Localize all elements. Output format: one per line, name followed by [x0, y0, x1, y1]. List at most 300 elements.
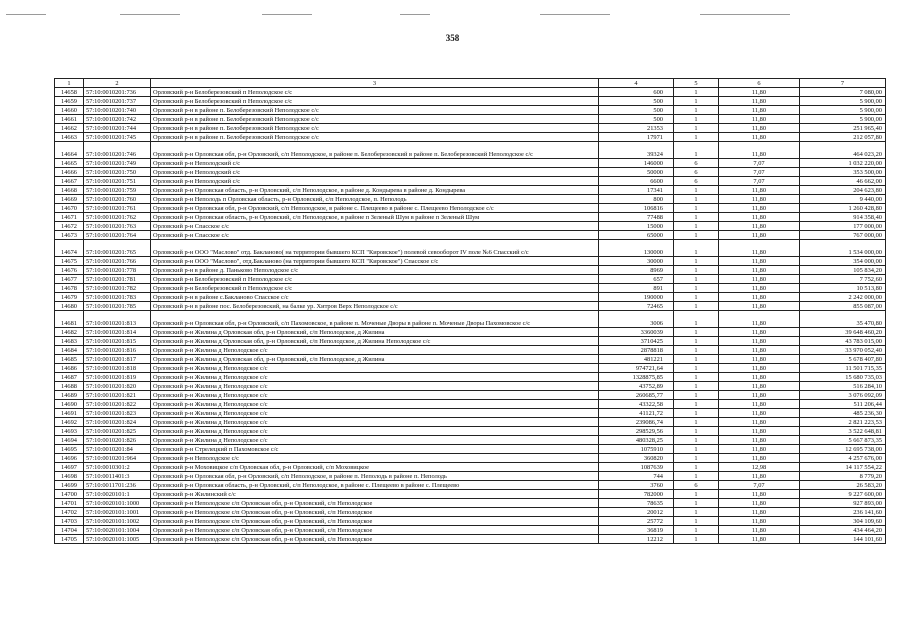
area-cell: 41121,72	[599, 409, 674, 418]
category-cell: 1	[674, 311, 719, 328]
category-cell: 1	[674, 115, 719, 124]
row-number-cell: 14680	[55, 302, 84, 311]
area-cell: 744	[599, 472, 674, 481]
value-cell: 927 893,00	[800, 499, 886, 508]
rate-cell: 11,80	[719, 124, 800, 133]
table-row	[55, 142, 886, 159]
row-number-cell: 14678	[55, 284, 84, 293]
value-cell: 35 470,80	[800, 311, 886, 328]
cadastral-number-cell: 57:10:0010201:746	[84, 142, 151, 159]
value-cell: 9 440,00	[800, 195, 886, 204]
table-row	[55, 213, 886, 222]
rate-cell: 11,80	[719, 195, 800, 204]
scan-mark	[262, 14, 312, 15]
cadastral-number-cell: 57:10:0010201:759	[84, 186, 151, 195]
value-cell: 464 023,20	[800, 142, 886, 159]
area-cell: 360820	[599, 454, 674, 463]
location-cell: Орловский р-н Неполодское с/п Орловская обл, р-н Орловский, с/п Неполодское	[151, 517, 599, 526]
category-cell: 1	[674, 535, 719, 544]
location-cell: Орловский р-н Жилина д Орловская обл, р-н Орловский, с/п Неполодское, д Жилина	[151, 355, 599, 364]
row-number-cell: 14685	[55, 355, 84, 364]
location-cell: Орловский р-н Жилина д Неполодское с/с	[151, 382, 599, 391]
table-row	[55, 275, 886, 284]
cadastral-number-cell: 57:10:0020101:1005	[84, 535, 151, 544]
row-number-cell: 14663	[55, 133, 84, 142]
location-cell: Орловский р-н Неполодь п Орловская область, р-н Орловский, с/п Неполодское, п. Неполодь	[151, 195, 599, 204]
cadastral-number-cell: 57:10:0010201:818	[84, 364, 151, 373]
row-number-cell: 14690	[55, 400, 84, 409]
category-cell: 1	[674, 355, 719, 364]
row-number-cell: 14686	[55, 364, 84, 373]
rate-cell: 11,80	[719, 257, 800, 266]
value-cell: 5 900,00	[800, 97, 886, 106]
location-cell: Орловский р-н ООО "Маслово", отд.Бакланово (на территории бывшего КСП "Кировское") Спасское с/с	[151, 257, 599, 266]
row-number-cell: 14669	[55, 195, 84, 204]
cadastral-number-cell: 57:10:0010201:815	[84, 337, 151, 346]
row-number-cell: 14658	[55, 88, 84, 97]
value-cell: 2 821 223,53	[800, 418, 886, 427]
cadastral-number-cell: 57:10:0010201:813	[84, 311, 151, 328]
cadastral-number-cell: 57:10:0010201:783	[84, 293, 151, 302]
rate-cell: 11,80	[719, 346, 800, 355]
table-row	[55, 257, 886, 266]
cadastral-number-cell: 57:10:0010201:742	[84, 115, 151, 124]
table-row	[55, 427, 886, 436]
area-cell: 50000	[599, 168, 674, 177]
cadastral-number-cell: 57:10:0010201:763	[84, 222, 151, 231]
area-cell: 782000	[599, 490, 674, 499]
row-number-cell: 14693	[55, 427, 84, 436]
table-row	[55, 373, 886, 382]
area-cell: 106816	[599, 204, 674, 213]
location-cell: Орловский р-н Моховицкое с/п Орловская обл, р-н Орловский, с/п Моховицкое	[151, 463, 599, 472]
rate-cell: 11,80	[719, 337, 800, 346]
area-cell: 21353	[599, 124, 674, 133]
cadastral-number-cell: 57:10:0020101:1000	[84, 499, 151, 508]
column-header: 1	[55, 79, 84, 88]
row-number-cell: 14672	[55, 222, 84, 231]
row-number-cell: 14671	[55, 213, 84, 222]
location-cell: Орловский р-н в районе п. Белоберезовский Неполодское с/с	[151, 133, 599, 142]
area-cell: 3760	[599, 481, 674, 490]
value-cell: 5 678 407,80	[800, 355, 886, 364]
category-cell: 1	[674, 204, 719, 213]
category-cell: 1	[674, 240, 719, 257]
cadastral-number-cell: 57:10:0010201:816	[84, 346, 151, 355]
location-cell: Орловский р-н Белоберезовский п Неполодское с/с	[151, 284, 599, 293]
category-cell: 1	[674, 186, 719, 195]
location-cell: Орловский р-н Неполодский с/с	[151, 168, 599, 177]
header-row	[55, 79, 886, 88]
category-cell: 6	[674, 177, 719, 186]
value-cell: 204 623,80	[800, 186, 886, 195]
category-cell: 1	[674, 454, 719, 463]
location-cell: Орловский р-н Орловская обл, р-н Орловский, с/п Неполодское, в районе п. Неполодь в районе п. Неполодь	[151, 472, 599, 481]
rate-cell: 11,80	[719, 427, 800, 436]
row-number-cell: 14666	[55, 168, 84, 177]
area-cell: 17341	[599, 186, 674, 195]
location-cell: Орловский р-н Жилина д Неполодское с/с	[151, 373, 599, 382]
value-cell: 5 667 873,35	[800, 436, 886, 445]
cadastral-number-cell: 57:10:0020101:1002	[84, 517, 151, 526]
value-cell: 2 242 000,00	[800, 293, 886, 302]
table-row	[55, 302, 886, 311]
row-number-cell: 14698	[55, 472, 84, 481]
category-cell: 1	[674, 88, 719, 97]
rate-cell: 12,98	[719, 463, 800, 472]
area-cell: 146000	[599, 159, 674, 168]
area-cell: 1087639	[599, 463, 674, 472]
row-number-cell: 14676	[55, 266, 84, 275]
scan-mark	[700, 14, 790, 15]
row-number-cell: 14665	[55, 159, 84, 168]
table-row	[55, 463, 886, 472]
area-cell: 8969	[599, 266, 674, 275]
value-cell: 485 236,30	[800, 409, 886, 418]
area-cell: 891	[599, 284, 674, 293]
area-cell: 239086,74	[599, 418, 674, 427]
table-row	[55, 499, 886, 508]
location-cell: Орловский р-н в районе п. Белоберезовский Неполодское с/с	[151, 106, 599, 115]
location-cell: Орловский р-н Белоберезовский п Неполодское с/с	[151, 97, 599, 106]
cadastral-number-cell: 57:10:0010201:819	[84, 373, 151, 382]
row-number-cell: 14703	[55, 517, 84, 526]
row-number-cell: 14702	[55, 508, 84, 517]
category-cell: 1	[674, 517, 719, 526]
cadastral-number-cell: 57:10:0020101:1001	[84, 508, 151, 517]
value-cell: 1 032 220,00	[800, 159, 886, 168]
rate-cell: 11,80	[719, 204, 800, 213]
location-cell: Орловский р-н Жилинский с/с	[151, 490, 599, 499]
value-cell: 5 900,00	[800, 106, 886, 115]
value-cell: 511 206,44	[800, 400, 886, 409]
cadastral-number-cell: 57:10:0010201:737	[84, 97, 151, 106]
table-row	[55, 204, 886, 213]
table-row	[55, 177, 886, 186]
cadastral-number-cell: 57:10:0010201:825	[84, 427, 151, 436]
rate-cell: 7,07	[719, 481, 800, 490]
rate-cell: 11,80	[719, 400, 800, 409]
value-cell: 251 965,40	[800, 124, 886, 133]
area-cell: 3360039	[599, 328, 674, 337]
cadastral-number-cell: 57:10:0010201:740	[84, 106, 151, 115]
location-cell: Орловский р-н Неполодский с/с	[151, 177, 599, 186]
table-row	[55, 364, 886, 373]
row-number-cell: 14683	[55, 337, 84, 346]
value-cell: 5 900,00	[800, 115, 886, 124]
location-cell: Орловский р-н Орловская обл, р-н Орловский, с/п Неполодское, в районе п. Белоберезовский в районе п. Белоберезовский Неполодское с/с	[151, 142, 599, 159]
row-number-cell: 14664	[55, 142, 84, 159]
cadastral-number-cell: 57:10:0010201:744	[84, 124, 151, 133]
rate-cell: 7,07	[719, 159, 800, 168]
value-cell: 3 076 092,09	[800, 391, 886, 400]
location-cell: Орловский р-н Белоберезовский п Неполодское с/с	[151, 88, 599, 97]
area-cell: 480328,25	[599, 436, 674, 445]
location-cell: Орловский р-н Неполодский с/с	[151, 159, 599, 168]
category-cell: 1	[674, 124, 719, 133]
location-cell: Орловский р-н в районе пос. Белоберезовский, на балке ур. Хитров Верх Неполодское с/с	[151, 302, 599, 311]
column-header: 4	[599, 79, 674, 88]
location-cell: Орловский р-н Неполодское с/п Орловская обл, р-н Орловский, с/п Неполодское	[151, 499, 599, 508]
category-cell: 1	[674, 409, 719, 418]
area-cell: 36819	[599, 526, 674, 535]
value-cell: 7 080,00	[800, 88, 886, 97]
category-cell: 1	[674, 346, 719, 355]
table-row	[55, 168, 886, 177]
rate-cell: 11,80	[719, 231, 800, 240]
cadastral-number-cell: 57:10:0010201:762	[84, 213, 151, 222]
rate-cell: 11,80	[719, 311, 800, 328]
scan-mark	[6, 14, 46, 15]
table-row	[55, 159, 886, 168]
table-row	[55, 133, 886, 142]
value-cell: 11 501 715,35	[800, 364, 886, 373]
cadastral-number-cell: 57:10:0010201:760	[84, 195, 151, 204]
column-header: 2	[84, 79, 151, 88]
rate-cell: 11,80	[719, 302, 800, 311]
row-number-cell: 14688	[55, 382, 84, 391]
location-cell: Орловский р-н в районе п. Белоберезовский Неполодское с/с	[151, 124, 599, 133]
rate-cell: 11,80	[719, 106, 800, 115]
area-cell: 43752,89	[599, 382, 674, 391]
value-cell: 434 464,20	[800, 526, 886, 535]
row-number-cell: 14682	[55, 328, 84, 337]
page-number: 358	[445, 33, 460, 43]
table-row	[55, 293, 886, 302]
cadastral-number-cell: 57:10:0020101:1	[84, 490, 151, 499]
location-cell: Орловский р-н Орловская обл, р-н Орловский, с/п Неполодское, в районе с. Плещеево в районе с. Плещеево Неполодское с/с	[151, 204, 599, 213]
area-cell: 43322,58	[599, 400, 674, 409]
row-number-cell: 14700	[55, 490, 84, 499]
category-cell: 1	[674, 382, 719, 391]
row-number-cell: 14701	[55, 499, 84, 508]
rate-cell: 11,80	[719, 328, 800, 337]
area-cell: 500	[599, 106, 674, 115]
cadastral-number-cell: 57:10:0010201:823	[84, 409, 151, 418]
cadastral-table	[54, 78, 886, 544]
cadastral-number-cell: 57:10:0010201:778	[84, 266, 151, 275]
table-row	[55, 88, 886, 97]
row-number-cell: 14695	[55, 445, 84, 454]
area-cell: 481221	[599, 355, 674, 364]
row-number-cell: 14704	[55, 526, 84, 535]
row-number-cell: 14675	[55, 257, 84, 266]
area-cell: 3710425	[599, 337, 674, 346]
row-number-cell: 14668	[55, 186, 84, 195]
value-cell: 855 087,00	[800, 302, 886, 311]
category-cell: 1	[674, 400, 719, 409]
cadastral-number-cell: 57:10:0010201:84	[84, 445, 151, 454]
category-cell: 1	[674, 231, 719, 240]
table-row	[55, 481, 886, 490]
rate-cell: 11,80	[719, 526, 800, 535]
category-cell: 6	[674, 159, 719, 168]
table-row	[55, 231, 886, 240]
rate-cell: 11,80	[719, 240, 800, 257]
category-cell: 1	[674, 508, 719, 517]
category-cell: 1	[674, 266, 719, 275]
rate-cell: 11,80	[719, 508, 800, 517]
location-cell: Орловский р-н в районе д. Паньково Неполодское с/с	[151, 266, 599, 275]
location-cell: Орловский р-н в районе п. Белоберезовский Неполодское с/с	[151, 115, 599, 124]
location-cell: Орловский р-н Орловская область, р-н Орловский, с/п Неполодское, в районе д. Кондырева в районе д. Кондырева	[151, 186, 599, 195]
value-cell: 105 834,20	[800, 266, 886, 275]
cadastral-number-cell: 57:10:0010201:826	[84, 436, 151, 445]
row-number-cell: 14662	[55, 124, 84, 133]
table-row	[55, 535, 886, 544]
table-row	[55, 436, 886, 445]
area-cell: 25772	[599, 517, 674, 526]
category-cell: 1	[674, 526, 719, 535]
table-row	[55, 115, 886, 124]
cadastral-number-cell: 57:10:0020101:1004	[84, 526, 151, 535]
table-row	[55, 284, 886, 293]
cadastral-number-cell: 57:10:0010201:820	[84, 382, 151, 391]
area-cell: 130000	[599, 240, 674, 257]
column-header: 6	[719, 79, 800, 88]
cadastral-number-cell: 57:10:0010201:761	[84, 204, 151, 213]
rate-cell: 11,80	[719, 355, 800, 364]
value-cell: 4 257 676,00	[800, 454, 886, 463]
value-cell: 177 000,00	[800, 222, 886, 231]
rate-cell: 11,80	[719, 535, 800, 544]
category-cell: 1	[674, 275, 719, 284]
area-cell: 2878818	[599, 346, 674, 355]
cadastral-number-cell: 57:10:0010201:785	[84, 302, 151, 311]
cadastral-table-container	[54, 78, 885, 544]
area-cell: 15000	[599, 222, 674, 231]
column-header: 5	[674, 79, 719, 88]
table-row	[55, 97, 886, 106]
value-cell: 10 513,80	[800, 284, 886, 293]
location-cell: Орловский р-н Белоберезовский п Неполодское с/с	[151, 275, 599, 284]
rate-cell: 11,80	[719, 284, 800, 293]
rate-cell: 11,80	[719, 418, 800, 427]
table-row	[55, 337, 886, 346]
row-number-cell: 14687	[55, 373, 84, 382]
category-cell: 6	[674, 481, 719, 490]
rate-cell: 11,80	[719, 364, 800, 373]
table-row	[55, 266, 886, 275]
cadastral-number-cell: 57:10:0010201:764	[84, 231, 151, 240]
rate-cell: 11,80	[719, 373, 800, 382]
category-cell: 1	[674, 133, 719, 142]
table-row	[55, 517, 886, 526]
value-cell: 353 500,00	[800, 168, 886, 177]
table-row	[55, 311, 886, 328]
area-cell: 17971	[599, 133, 674, 142]
cadastral-number-cell: 57:10:0010301:2	[84, 463, 151, 472]
table-row	[55, 106, 886, 115]
category-cell: 1	[674, 293, 719, 302]
rate-cell: 11,80	[719, 445, 800, 454]
table-row	[55, 328, 886, 337]
rate-cell: 11,80	[719, 382, 800, 391]
area-cell: 1328875,85	[599, 373, 674, 382]
cadastral-number-cell: 57:10:0010201:765	[84, 240, 151, 257]
area-cell: 20012	[599, 508, 674, 517]
table-header	[55, 79, 886, 88]
row-number-cell: 14670	[55, 204, 84, 213]
row-number-cell: 14697	[55, 463, 84, 472]
row-number-cell: 14667	[55, 177, 84, 186]
area-cell: 500	[599, 97, 674, 106]
table-row	[55, 186, 886, 195]
location-cell: Орловский р-н Жилина д Неполодское с/с	[151, 364, 599, 373]
scan-mark	[400, 14, 430, 15]
category-cell: 1	[674, 302, 719, 311]
value-cell: 46 662,00	[800, 177, 886, 186]
rate-cell: 11,80	[719, 436, 800, 445]
scan-mark	[540, 14, 610, 15]
rate-cell: 11,80	[719, 133, 800, 142]
table-row	[55, 400, 886, 409]
area-cell: 3006	[599, 311, 674, 328]
row-number-cell: 14689	[55, 391, 84, 400]
location-cell: Орловский р-н Жилина д Неполодское с/с	[151, 418, 599, 427]
value-cell: 8 779,20	[800, 472, 886, 481]
rate-cell: 7,07	[719, 168, 800, 177]
row-number-cell: 14705	[55, 535, 84, 544]
category-cell: 1	[674, 257, 719, 266]
area-cell: 657	[599, 275, 674, 284]
value-cell: 354 000,00	[800, 257, 886, 266]
table-row	[55, 222, 886, 231]
rate-cell: 7,07	[719, 177, 800, 186]
cadastral-number-cell: 57:10:0011401:3	[84, 472, 151, 481]
row-number-cell: 14694	[55, 436, 84, 445]
value-cell: 26 583,20	[800, 481, 886, 490]
location-cell: Орловский р-н Жилина д Неполодское с/с	[151, 391, 599, 400]
location-cell: Орловский р-н Жилина д Неполодское с/с	[151, 436, 599, 445]
table-body	[55, 88, 886, 544]
value-cell: 516 284,10	[800, 382, 886, 391]
rate-cell: 11,80	[719, 186, 800, 195]
category-cell: 1	[674, 373, 719, 382]
category-cell: 1	[674, 436, 719, 445]
table-row	[55, 490, 886, 499]
location-cell: Орловский р-н Жилина д Орловская обл, р-н Орловский, с/п Неполодское, д Жилина Неполодское с/с	[151, 337, 599, 346]
location-cell: Орловский р-н Спасское с/с	[151, 231, 599, 240]
rate-cell: 11,80	[719, 97, 800, 106]
table-row	[55, 240, 886, 257]
area-cell: 65000	[599, 231, 674, 240]
location-cell: Орловский р-н Неполодское с/п Орловская обл, р-н Орловский, с/п Неполодское	[151, 535, 599, 544]
table-row	[55, 454, 886, 463]
row-number-cell: 14660	[55, 106, 84, 115]
rate-cell: 11,80	[719, 499, 800, 508]
category-cell: 1	[674, 391, 719, 400]
location-cell: Орловский р-н Неполодское с/п Орловская обл, р-н Орловский, с/п Неполодское	[151, 526, 599, 535]
area-cell: 298529,56	[599, 427, 674, 436]
column-header: 3	[151, 79, 599, 88]
area-cell: 77488	[599, 213, 674, 222]
rate-cell: 11,80	[719, 409, 800, 418]
row-number-cell: 14673	[55, 231, 84, 240]
category-cell: 1	[674, 472, 719, 481]
value-cell: 39 648 460,20	[800, 328, 886, 337]
rate-cell: 11,80	[719, 293, 800, 302]
category-cell: 1	[674, 427, 719, 436]
rate-cell: 11,80	[719, 222, 800, 231]
cadastral-number-cell: 57:10:0011701:236	[84, 481, 151, 490]
category-cell: 1	[674, 195, 719, 204]
category-cell: 1	[674, 97, 719, 106]
location-cell: Орловский р-н Стрелецкий п Пахомовское с/с	[151, 445, 599, 454]
category-cell: 1	[674, 418, 719, 427]
value-cell: 33 970 052,40	[800, 346, 886, 355]
row-number-cell: 14696	[55, 454, 84, 463]
